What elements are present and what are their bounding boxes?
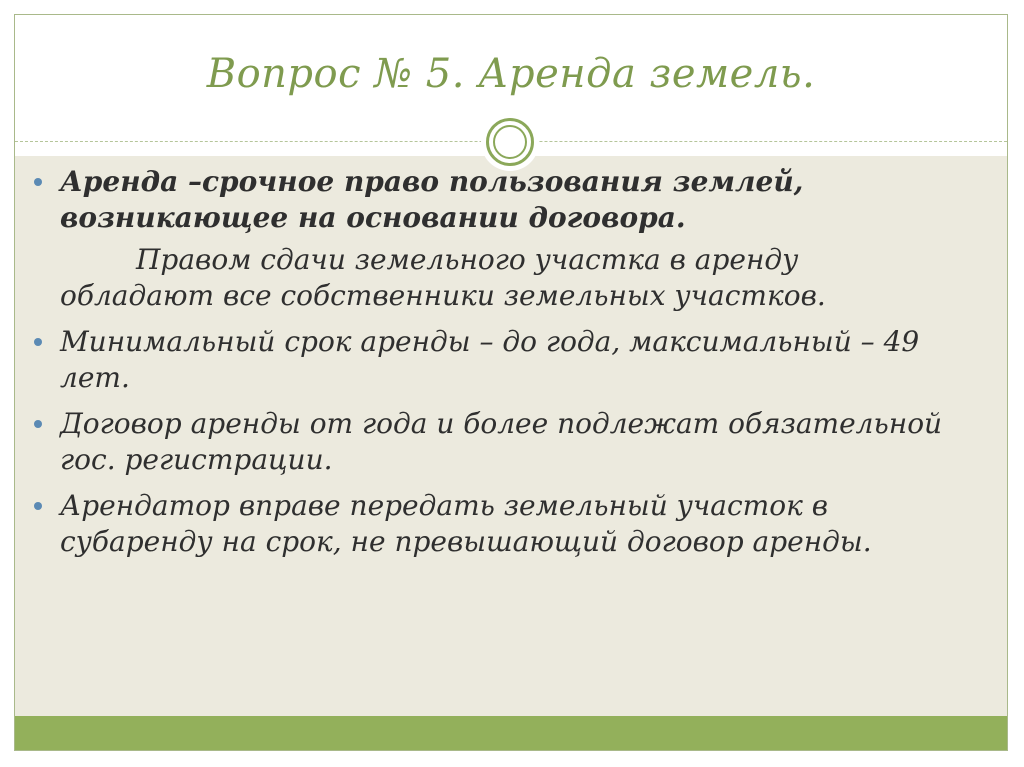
list-item-text: Договор аренды от года и более подлежат обязательной гос. регистрации. <box>60 407 943 476</box>
ornament-inner-ring <box>493 125 527 159</box>
paragraph <box>30 242 960 314</box>
list-item <box>30 406 960 478</box>
bottom-accent-bar <box>15 716 1007 751</box>
paragraph-text: Правом сдачи земельного участка в аренду обладают все собственники земельных участков. <box>60 243 826 312</box>
slide-title: Вопрос № 5. Аренда земель. <box>206 51 816 97</box>
list-item-text: Минимальный срок аренды – до года, максимальный – 49 лет. <box>60 325 920 394</box>
list-item <box>30 164 960 236</box>
ornament-outer-ring <box>486 118 534 166</box>
list-item <box>30 488 960 560</box>
bullet-dot-icon <box>34 338 42 346</box>
list-item <box>30 324 960 396</box>
list-item-text: Арендатор вправе передать земельный участок в субаренду на срок, не превышающий договор аренды. <box>60 489 872 558</box>
double-circle-icon <box>481 113 539 171</box>
bullet-dot-icon <box>34 420 42 428</box>
slide-body <box>30 164 960 570</box>
list-item-text: Аренда –срочное право пользования землей, возникающее на основании договора. <box>60 165 804 234</box>
bullet-dot-icon <box>34 178 42 186</box>
bullet-dot-icon <box>34 502 42 510</box>
